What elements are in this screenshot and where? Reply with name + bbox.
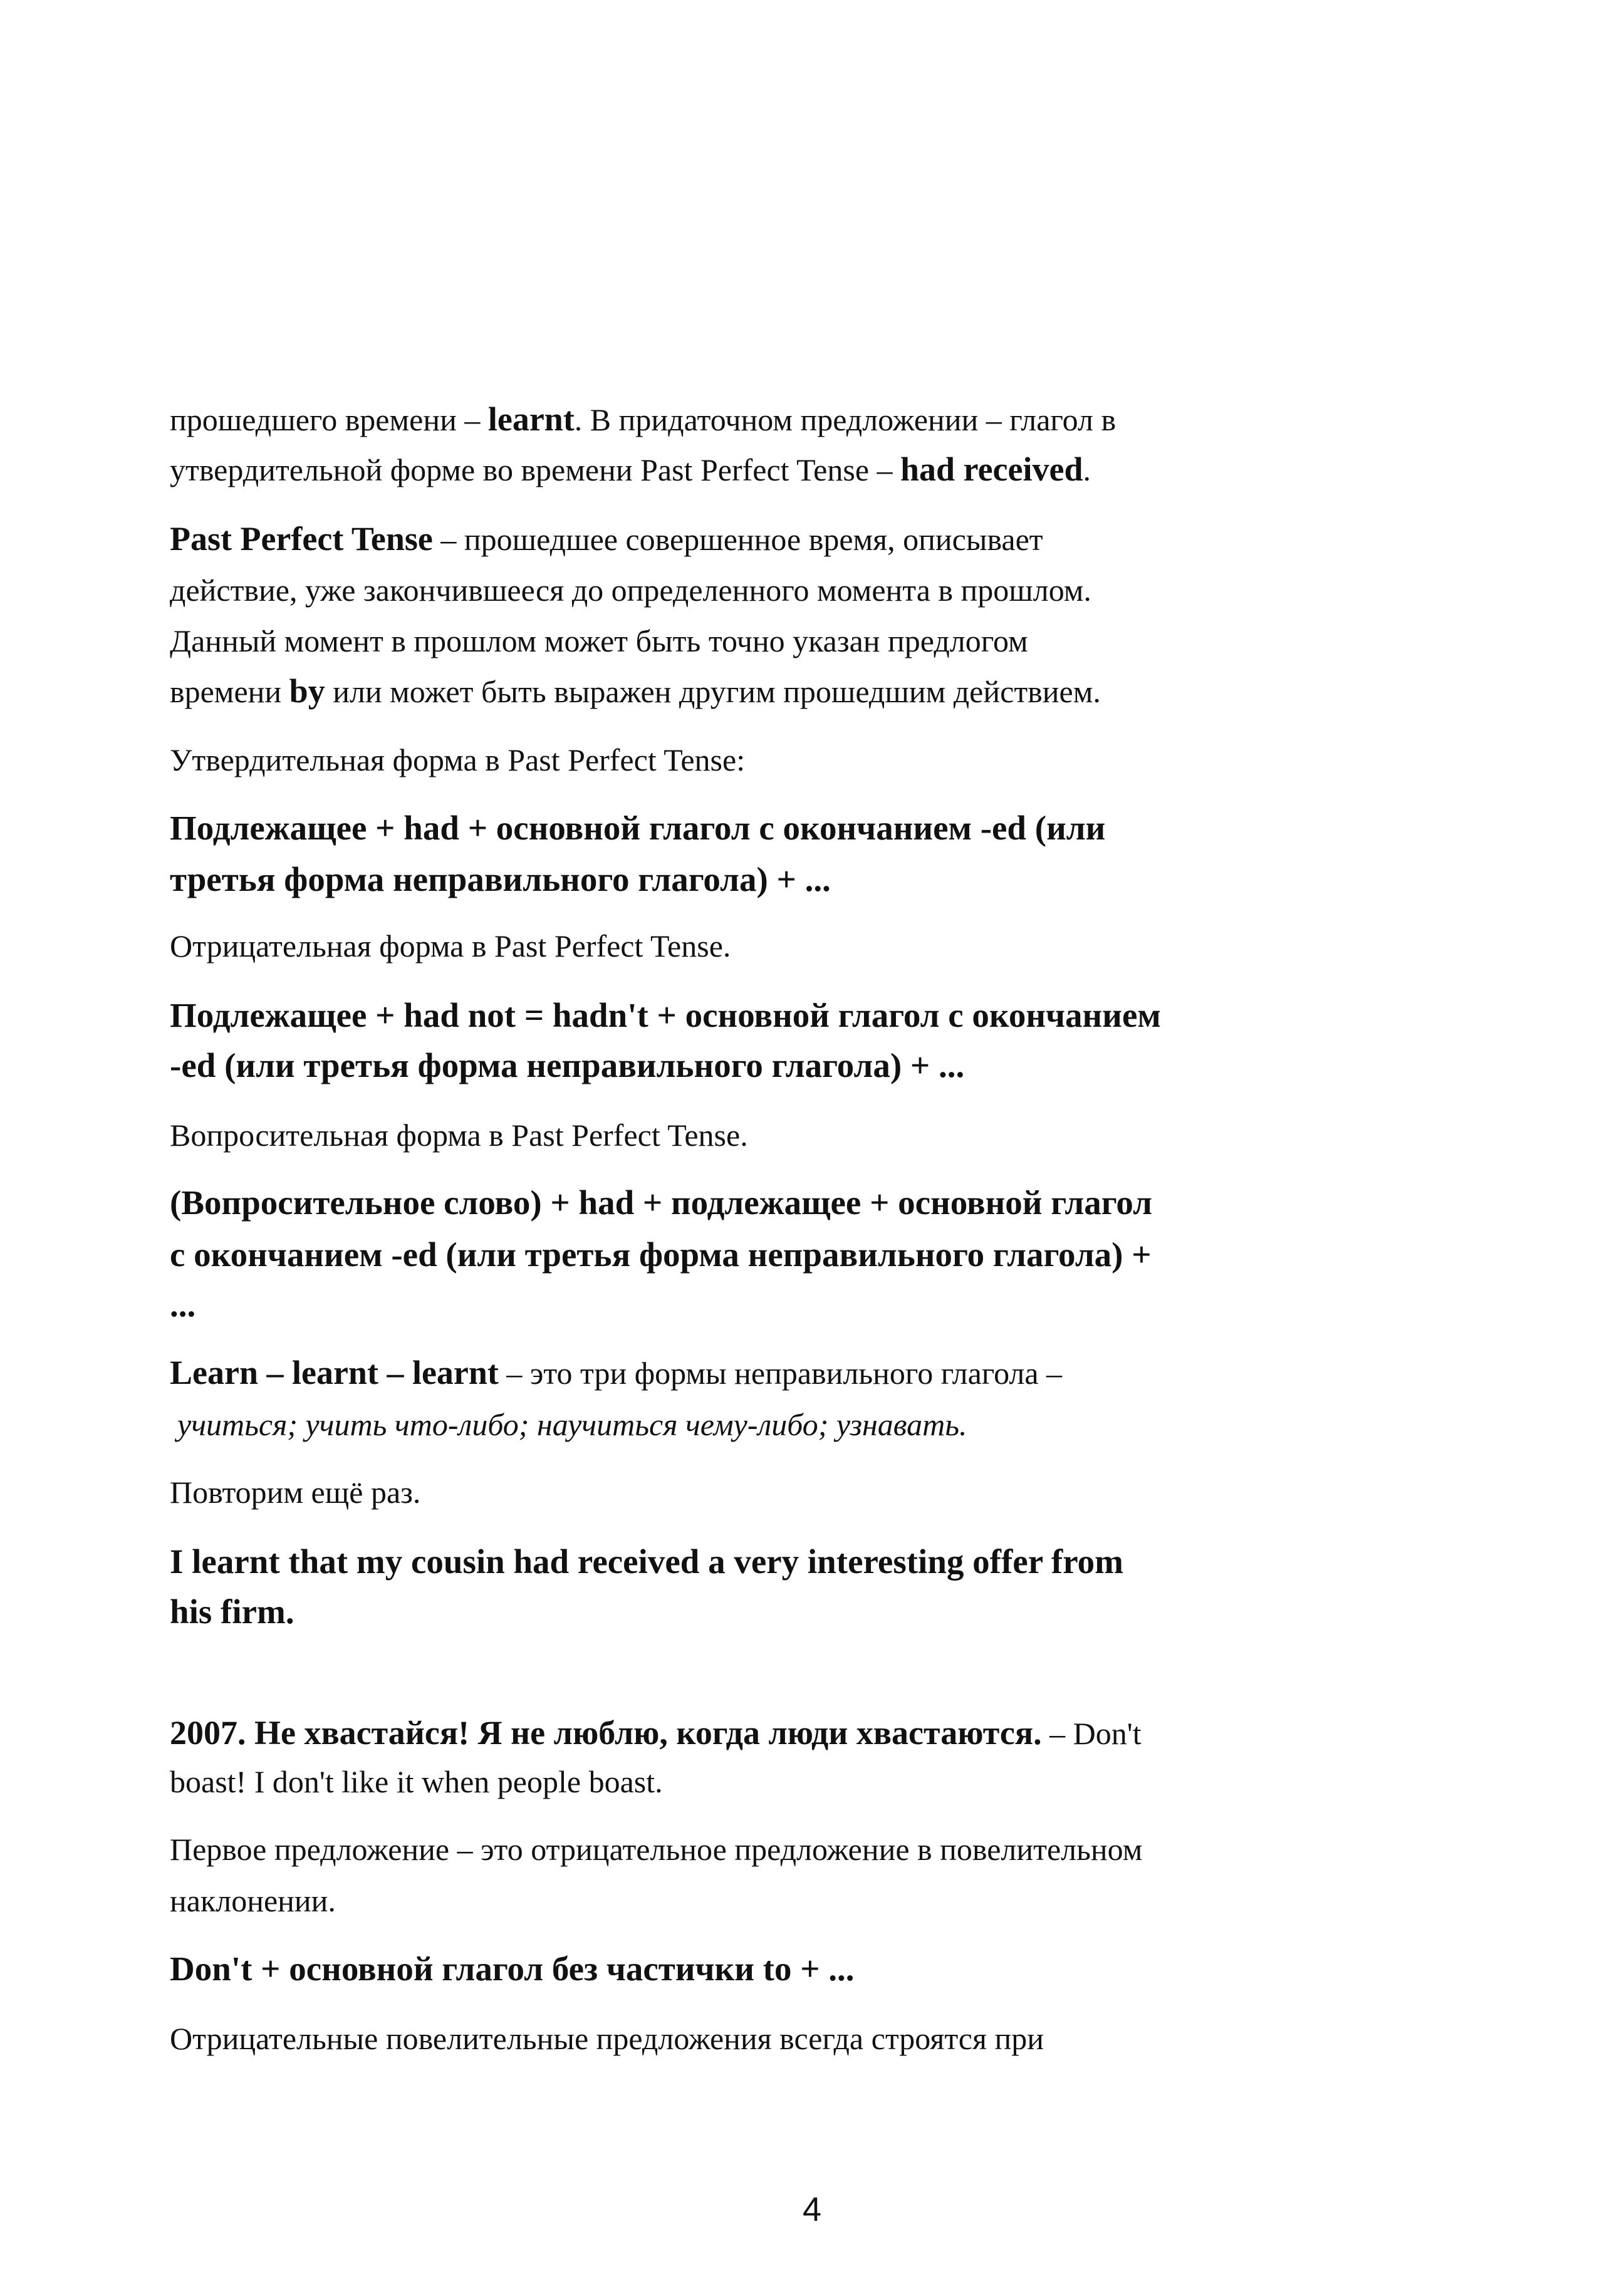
exercise-heading xyxy=(170,1707,1142,1758)
text-line: Отрицательная форма в Past Perfect Tense. xyxy=(170,928,731,964)
text: утвердительной форме во времени Past Perfect Tense – xyxy=(170,452,901,487)
bold-term: by xyxy=(289,672,325,710)
text-line xyxy=(170,393,1116,445)
text: или может быть выражен другим прошедшим действием. xyxy=(325,674,1101,709)
text: . xyxy=(1083,452,1091,487)
text: – это три формы неправильного глагола – xyxy=(498,1356,1063,1391)
text-line xyxy=(170,1347,1062,1398)
text-line: Первое предложение – это отрицательное предложение в повелительном xyxy=(170,1832,1143,1867)
text: времени xyxy=(170,674,289,709)
formula-line: Don't + основной глагол без частички to + ... xyxy=(170,1950,855,1988)
text-line: действие, уже закончившееся до определенного момента в прошлом. xyxy=(170,573,1091,608)
text: прошедшего времени – xyxy=(170,402,488,437)
formula-line: Подлежащее + had not = hadn't + основной глагол с окончанием xyxy=(170,996,1161,1034)
exercise-russian: 2007. Не хвастайся! Я не люблю, когда люди хвастаются. xyxy=(170,1714,1042,1752)
text-line: Утвердительная форма в Past Perfect Tense: xyxy=(170,742,746,777)
text-line: Повторим ещё раз. xyxy=(170,1475,421,1510)
text-line: Данный момент в прошлом может быть точно указан предлогом xyxy=(170,623,1028,658)
text-line: Отрицательные повелительные предложения всегда строятся при xyxy=(170,2021,1044,2056)
bold-term: Learn – learnt – learnt xyxy=(170,1354,499,1391)
formula-line: (Вопросительное слово) + had + подлежащее + основной глагол xyxy=(170,1183,1153,1222)
text: – прошедшее совершенное время, описывает xyxy=(432,522,1043,557)
text: . В придаточном предложении – глагол в xyxy=(574,402,1116,437)
text-line xyxy=(170,444,1091,495)
formula-line: с окончанием -ed (или третья форма неправильного глагола) + xyxy=(170,1235,1152,1274)
formula-line: ... xyxy=(170,1286,196,1324)
formula-line: Подлежащее + had + основной глагол с окончанием -ed (или xyxy=(170,809,1106,847)
translation-line: учиться; учить что-либо; научиться чему-либо; узнавать. xyxy=(177,1407,967,1442)
text-line: boast! I don't like it when people boast. xyxy=(170,1764,663,1799)
page-number: 4 xyxy=(802,2191,822,2228)
formula-line: -ed (или третья форма неправильного глагола) + ... xyxy=(170,1046,965,1084)
example-sentence: I learnt that my cousin had received a very interesting offer from xyxy=(170,1542,1123,1581)
text-line: наклонении. xyxy=(170,1883,336,1918)
bold-term: Past Perfect Tense xyxy=(170,520,433,558)
example-sentence: his firm. xyxy=(170,1592,294,1631)
text-line xyxy=(170,513,1043,564)
formula-line: третья форма неправильного глагола) + ... xyxy=(170,860,831,898)
exercise-english: – Don't xyxy=(1041,1716,1142,1751)
bold-term: had received xyxy=(900,450,1083,488)
bold-term: learnt xyxy=(487,400,575,438)
text-line: Вопросительная форма в Past Perfect Tense. xyxy=(170,1118,748,1153)
text-line xyxy=(170,665,1101,717)
